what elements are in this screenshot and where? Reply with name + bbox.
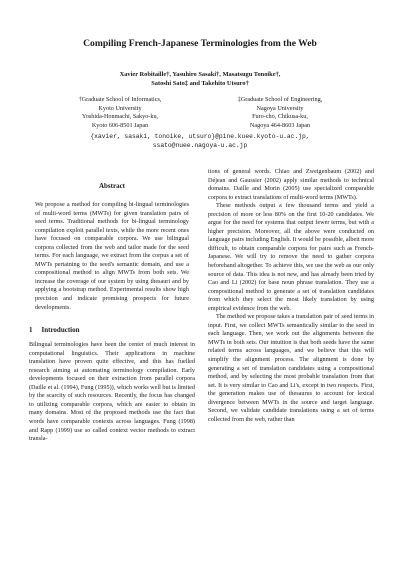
affiliation-line: ‡Graduate School of Engineering, xyxy=(237,96,323,103)
email-line: ssato@nuee.nagoya-u.ac.jp xyxy=(152,141,248,149)
affiliation-kyoto xyxy=(40,96,200,130)
affiliation-line: Kyoto 606-8501 Japan xyxy=(91,121,149,129)
email-line: {xavier, sasaki, tonoike, utsuro}@pine.kuee.kyoto-u.ac.jp, xyxy=(90,133,310,140)
affiliation-line: Kyoto University xyxy=(98,104,142,112)
body-paragraph-2: These methods output a few thousand terms and yield a precision of more or less 80% on the first 10-20 candidates. We argue for the need for systems that output fewer terms, but with a higher precision. Moreover, all the above were conducted on language pairs including English. It would be possible, albeit more difficult, to obtain comparable corpora for pairs such as French-Japanese. We will try to remove the need to gather corpora beforehand altogether. To achieve this, we use the web as our only source of data. This idea is not new, and has already been tried by Cao and Li (2002) for base noun phrase translation. They use a compositional method to generate a set of translation candidates from which they select the most likely translation by using empirical evidence from the web. xyxy=(208,202,374,312)
paper-title: Compiling French-Japanese Terminologies from the Web xyxy=(83,38,317,49)
author-line-2: Satoshi Sato‡ and Takehito Utsuro† xyxy=(151,79,249,87)
right-column xyxy=(208,168,374,424)
introduction-paragraph: Bilingual terminologies have been the center of much interest in computational linguistics. Their applications in machine translation have proven quite effective, and this has fuelled research aiming at automating terminology compilation. Early developments focused on their extraction from parallel corpora (Daille et al. (1994), Fung (1995)), which works well but is limited by the scarcity of such resources. Recently, the focus has changed to utilizing comparable corpora, which are easier to obtain in many domains. Most of the proposed methods use the fact that words have comparable contexts across languages. Fung (1998) and Rapp (1999) use so called context vector methods to extract transla- xyxy=(29,341,196,443)
affiliation-nagoya xyxy=(200,96,360,130)
body-paragraph-3: The method we propose takes a translation pair of seed terms in input. First, we collect MWTs semantically similar to the seed in each language. Then, we work out the alignments between the MWTs in both sets. Our intuition is that both seeds have the same related terms across languages, and we believe that this will simplify the alignment process. The alignment is done by generating a set of translation candidates using a compositional method, and by selecting the most probable translation from that set. It is very similar to Cao and Li's, except in two respects. First, the generation makes use of thesaurus to account for lexical divergence between MWTs in the source and target language. Second, we validate candidate translations using a set of terms collected from the web, rather than xyxy=(208,313,374,423)
affiliation-line: Nagoya 464-8603 Japan xyxy=(249,121,311,129)
author-emails xyxy=(0,133,400,150)
abstract-heading: Abstract xyxy=(98,182,126,190)
section-number: 1 xyxy=(29,326,33,335)
author-list xyxy=(0,71,400,88)
affiliation-line: Furo-cho, Chikusa-ku, xyxy=(252,113,308,121)
abstract-text: We propose a method for compiling bi-lingual terminologies of multi-word terms (MWTs) for given translation pairs of seed terms. Traditional methods for bi-lingual terminology compilation exploit parallel texts, while the more recent ones have focused on comparable corpora. We use bilingual corpora collected from the web and tailor made for the seed terms. For each language, we extract from the corpus a set of MWTs pertaining to the seed's semantic domain, and use a compositional method to align MWTs from both sets. We increase the coverage of our system by using thesauri and by applying a bootstrap method. Experimental results show high precision and indicate promising prospects for future developments. xyxy=(35,201,189,311)
author-line-1: Xavier Robitaille†, Yasuhiro Sasaki†, Masatsugu Tonoike†, xyxy=(119,71,281,78)
affiliation-line: †Graduate School of Informatics, xyxy=(78,96,162,103)
affiliation-line: Nagoya University xyxy=(256,104,304,112)
left-column xyxy=(29,182,195,444)
affiliation-line: Yoshida-Honmachi, Sakyo-ku, xyxy=(81,113,159,121)
section-heading-introduction xyxy=(29,326,195,334)
section-title: Introduction xyxy=(41,326,80,335)
body-paragraph-1: tions of general words. Chiao and Zweigenbaum (2002) and Déjean and Gaussier (2002) apply similar methods to technical domains. Daille and Morin (2005) use specialized comparable corpora to extract translations of multi-word terms (MWTs). xyxy=(208,168,374,201)
